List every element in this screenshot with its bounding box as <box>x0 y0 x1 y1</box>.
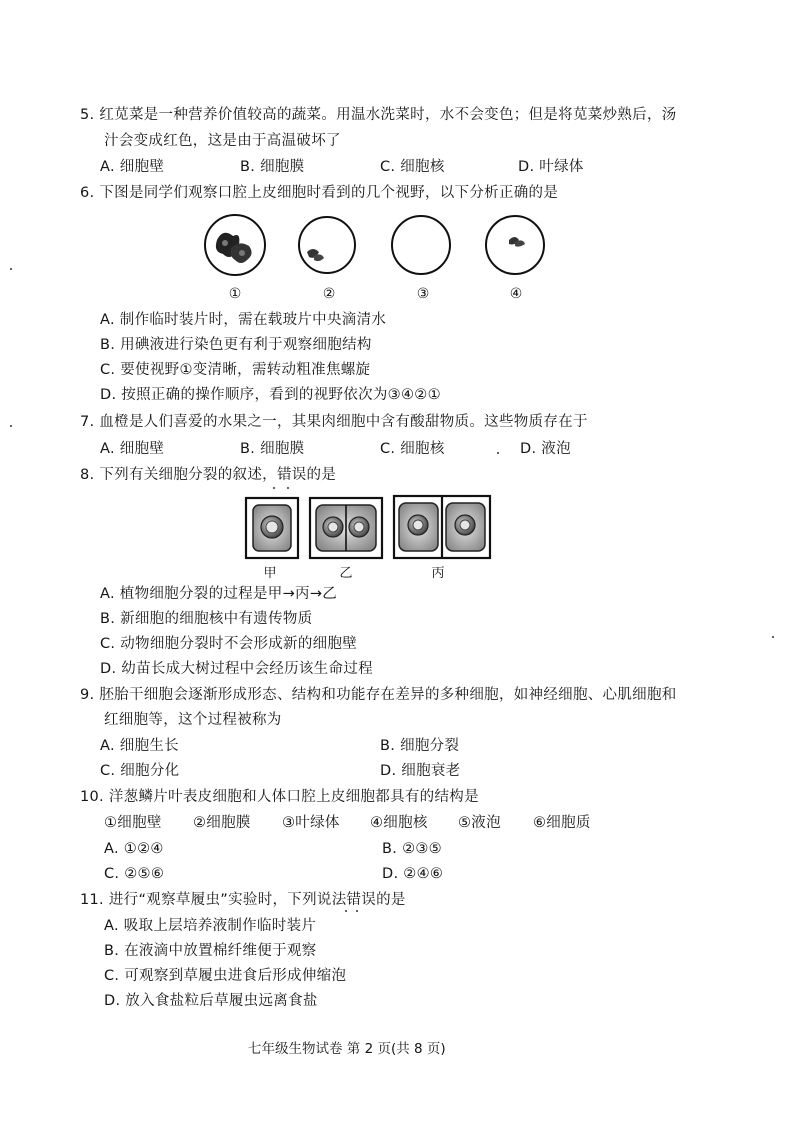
q6-stem: 6. 下图是同学们观察口腔上皮细胞时看到的几个视野，以下分析正确的是 <box>80 185 559 201</box>
q11-option-a: A. 吸取上层培养液制作临时装片 <box>104 918 317 934</box>
q6-microscope-views-figure <box>195 210 565 310</box>
q9-option-a: A. 细胞生长 <box>100 738 179 754</box>
cell-bing-figure <box>394 496 490 558</box>
q8-stem: 8. 下列有关细胞分裂的叙述，错误的是 <box>80 467 337 483</box>
view-label-1: ① <box>228 286 242 302</box>
q6-option-a: A. 制作临时装片时，需在载玻片中央滴清水 <box>100 312 387 328</box>
q10-structure-6: ⑥细胞质 <box>533 815 591 831</box>
q10-structure-4: ④细胞核 <box>370 815 428 831</box>
q9-option-b: B. 细胞分裂 <box>380 738 460 754</box>
view-3-figure <box>392 216 450 274</box>
q6-option-b: B. 用碘液进行染色更有利于观察细胞结构 <box>100 337 372 353</box>
q5-stem-line2: 汁会变成红色，这是由于高温破坏了 <box>104 133 341 149</box>
q5-option-d: D. 叶绿体 <box>518 159 584 175</box>
q10-option-d: D. ②④⑥ <box>382 866 444 882</box>
q5-option-a: A. 细胞壁 <box>100 159 165 175</box>
q5-option-c: C. 细胞核 <box>380 159 445 175</box>
q8-option-b: B. 新细胞的细胞核中有遗传物质 <box>100 611 313 627</box>
figure-label-bing: 丙 <box>431 566 445 581</box>
q9-option-d: D. 细胞衰老 <box>380 763 461 779</box>
q5-stem-line1: 5. 红苋菜是一种营养价值较高的蔬菜。用温水洗菜时，水不会变色；但是将苋菜炒熟后，汤 <box>80 107 677 123</box>
q7-option-a: A. 细胞壁 <box>100 441 165 457</box>
q8-option-a: A. 植物细胞分裂的过程是甲→丙→乙 <box>100 586 338 602</box>
scan-speck <box>497 452 499 454</box>
q10-structure-2: ②细胞膜 <box>193 815 251 831</box>
figure-label-yi: 乙 <box>339 566 353 581</box>
q10-option-c: C. ②⑤⑥ <box>104 866 165 882</box>
scan-speck <box>772 636 774 638</box>
scan-speck <box>10 425 12 427</box>
q8-option-c: C. 动物细胞分裂时不会形成新的细胞壁 <box>100 636 358 652</box>
q9-option-c: C. 细胞分化 <box>100 763 180 779</box>
q10-option-b: B. ②③⑤ <box>382 841 442 857</box>
view-label-4: ④ <box>509 286 523 302</box>
emphasis-dot <box>345 910 347 912</box>
q6-option-c: C. 要使视野①变清晰，需转动粗准焦螺旋 <box>100 362 371 378</box>
cell-jia-figure <box>246 498 298 558</box>
q9-stem-line2: 红细胞等，这个过程被称为 <box>104 712 282 728</box>
q8-option-d: D. 幼苗长成大树过程中会经历该生命过程 <box>100 661 373 677</box>
emphasis-dot <box>356 910 358 912</box>
q10-structure-3: ③叶绿体 <box>282 815 340 831</box>
q11-option-b: B. 在液滴中放置棉纤维便于观察 <box>104 943 317 959</box>
q7-option-b: B. 细胞膜 <box>240 441 305 457</box>
q11-stem: 11. 进行“观察草履虫”实验时，下列说法错误的是 <box>80 892 406 908</box>
q10-structure-1: ①细胞壁 <box>104 815 162 831</box>
cell-yi-figure <box>310 498 382 558</box>
view-2-figure <box>299 217 355 273</box>
q7-option-d: D. 液泡 <box>520 441 571 457</box>
q10-stem: 10. 洋葱鳞片叶表皮细胞和人体口腔上皮细胞都具有的结构是 <box>80 789 479 805</box>
q5-option-b: B. 细胞膜 <box>240 159 305 175</box>
page-footer: 七年级生物试卷 第 2 页(共 8 页) <box>248 1041 446 1057</box>
q11-option-c: C. 可观察到草履虫进食后形成伸缩泡 <box>104 968 347 984</box>
q6-option-d: D. 按照正确的操作顺序，看到的视野依次为③④②① <box>100 387 441 403</box>
view-label-3: ③ <box>416 286 430 302</box>
q10-structure-5: ⑤液泡 <box>458 815 501 831</box>
view-4-figure <box>486 216 544 274</box>
figure-label-jia: 甲 <box>263 566 277 581</box>
q7-stem: 7. 血橙是人们喜爱的水果之一，其果肉细胞中含有酸甜物质。这些物质存在于 <box>80 414 588 430</box>
q7-option-c: C. 细胞核 <box>380 441 445 457</box>
q9-stem-line1: 9. 胚胎干细胞会逐渐形成形态、结构和功能存在差异的多种细胞，如神经细胞、心肌细胞和 <box>80 687 677 703</box>
emphasis-dot <box>287 487 289 489</box>
view-1-figure <box>205 215 265 275</box>
emphasis-dot <box>273 487 275 489</box>
q10-option-a: A. ①②④ <box>104 841 164 857</box>
scan-speck <box>10 268 12 270</box>
q11-option-d: D. 放入食盐粒后草履虫远离食盐 <box>104 993 318 1009</box>
q8-cell-division-figure <box>244 492 494 582</box>
view-label-2: ② <box>322 286 336 302</box>
